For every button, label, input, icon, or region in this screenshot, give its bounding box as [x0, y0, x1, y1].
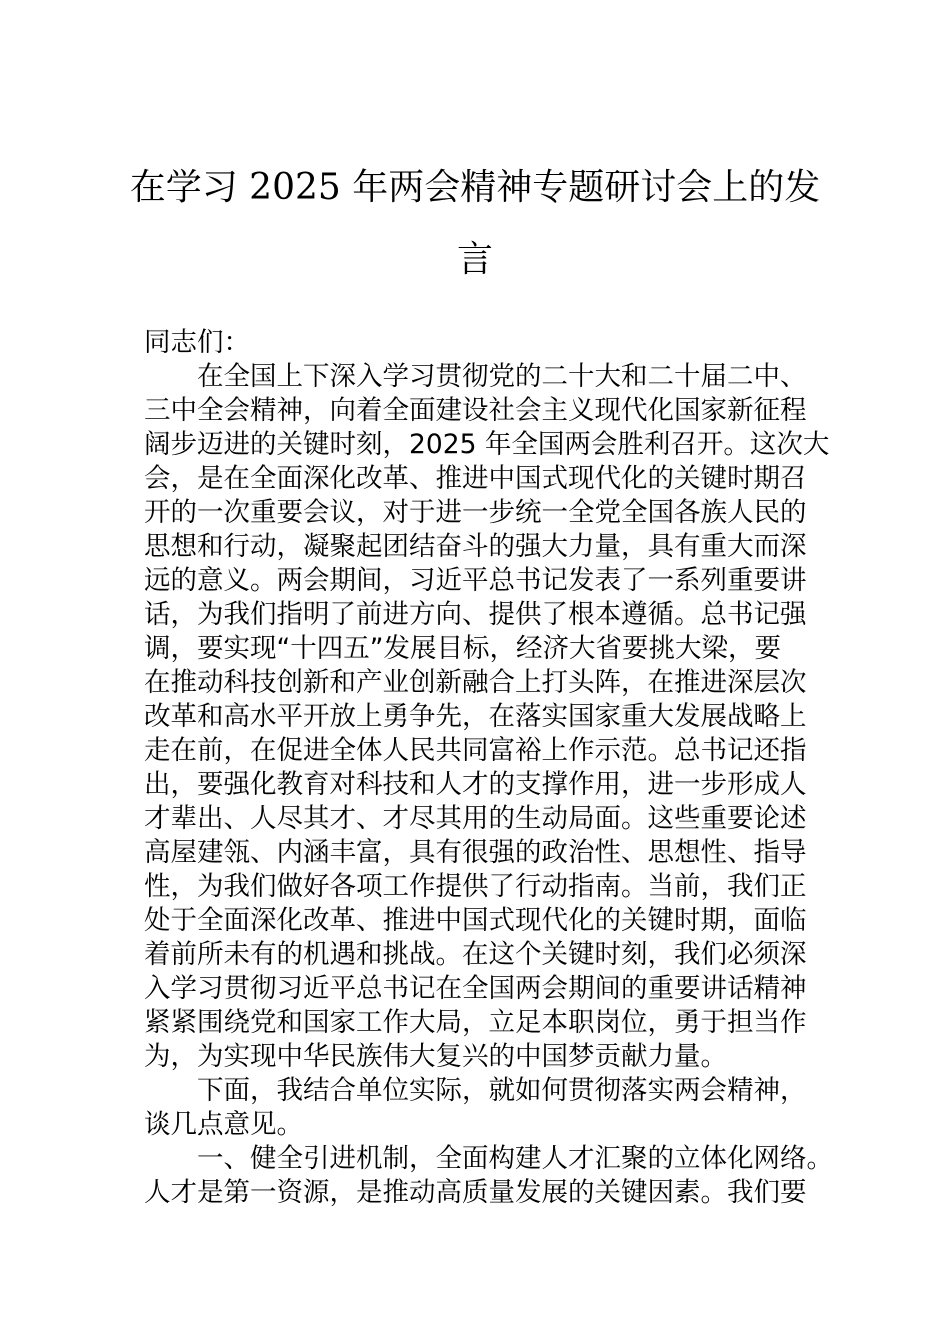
body-line: 着前所未有的机遇和挑战。在这个关键时刻，我们必须深 [144, 939, 807, 970]
section-heading: 一、健全引进机制，全面构建人才汇聚的立体化网络。 [144, 1143, 833, 1174]
body-line: 为，为实现中华民族伟大复兴的中国梦贡献力量。 [144, 1041, 727, 1072]
body-line: 话，为我们指明了前进方向、提供了根本遵循。总书记强 [144, 599, 807, 630]
body-line: 调，要实现“十四五”发展目标，经济大省要挑大梁，要 [144, 633, 781, 664]
body-line: 才辈出、人尽其才、才尽其用的生动局面。这些重要论述 [144, 803, 807, 834]
body-line: 性，为我们做好各项工作提供了行动指南。当前，我们正 [144, 871, 807, 902]
body-line: 出，要强化教育对科技和人才的支撑作用，进一步形成人 [144, 769, 807, 800]
body-line: 开的一次重要会议，对于进一步统一全党全国各族人民的 [144, 497, 807, 528]
salutation: 同志们： [144, 327, 250, 358]
body-line: 处于全面深化改革、推进中国式现代化的关键时期，面临 [144, 905, 807, 936]
document-title-line-2: 言 [456, 239, 493, 280]
body-line: 走在前，在促进全体人民共同富裕上作示范。总书记还指 [144, 735, 807, 766]
body-line: 入学习贯彻习近平总书记在全国两会期间的重要讲话精神 [144, 973, 807, 1004]
body-line: 谈几点意见。 [144, 1109, 303, 1140]
body-line: 三中全会精神，向着全面建设社会主义现代化国家新征程 [144, 395, 807, 426]
body-line: 在推动科技创新和产业创新融合上打头阵，在推进深层次 [144, 667, 807, 698]
body-line: 远的意义。两会期间，习近平总书记发表了一系列重要讲 [144, 565, 807, 596]
body-line: 紧紧围绕党和国家工作大局，立足本职岗位，勇于担当作 [144, 1007, 807, 1038]
body-line: 会，是在全面深化改革、推进中国式现代化的关键时期召 [144, 463, 807, 494]
body-line: 思想和行动，凝聚起团结奋斗的强大力量，具有重大而深 [144, 531, 807, 562]
body-line: 人才是第一资源，是推动高质量发展的关键因素。我们要 [144, 1177, 807, 1208]
body-line: 在全国上下深入学习贯彻党的二十大和二十届二中、 [144, 361, 807, 392]
body-line: 下面，我结合单位实际，就如何贯彻落实两会精神， [144, 1075, 807, 1106]
body-line: 阔步迈进的关键时刻，2025 年全国两会胜利召开。这次大 [144, 429, 830, 460]
body-line: 高屋建瓴、内涵丰富，具有很强的政治性、思想性、指导 [144, 837, 807, 868]
document-title-line-1: 在学习 2025 年两会精神专题研讨会上的发 [129, 167, 821, 208]
body-line: 改革和高水平开放上勇争先，在落实国家重大发展战略上 [144, 701, 807, 732]
